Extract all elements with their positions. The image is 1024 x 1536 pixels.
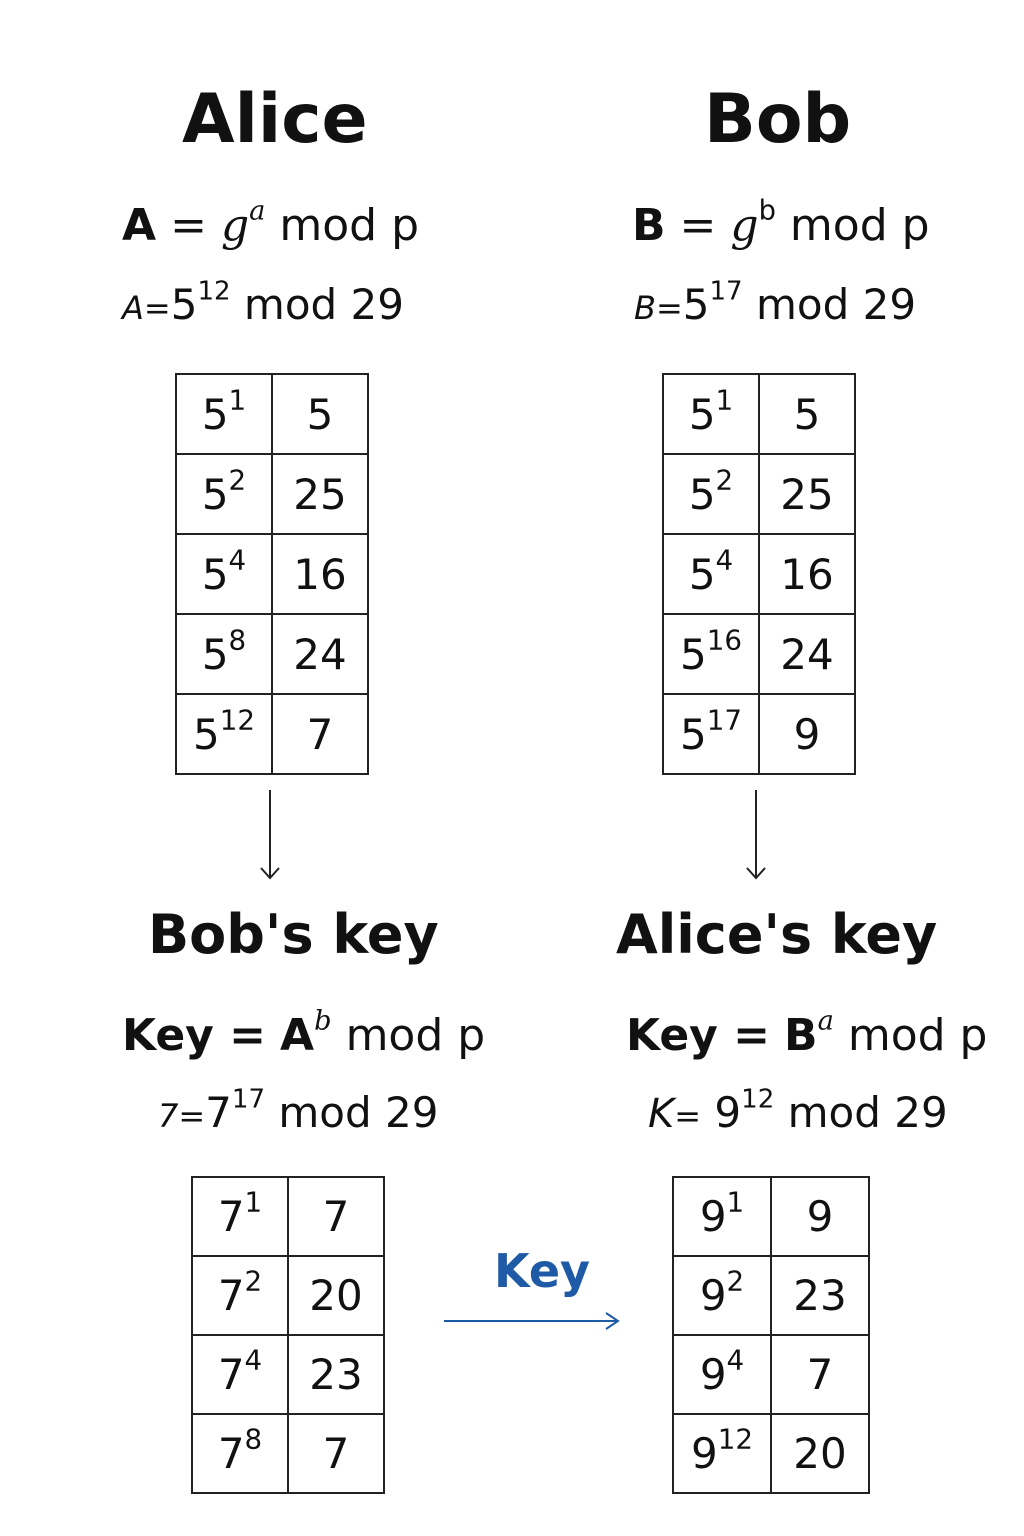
- key-transfer-label: Key: [494, 1244, 591, 1298]
- power-row: [176, 374, 368, 454]
- power-cell: [673, 1256, 771, 1335]
- bob-calc-base: 5: [682, 280, 710, 329]
- power-base: 9: [699, 1271, 727, 1320]
- alice-calc: [122, 276, 404, 329]
- alice-calc-rest: mod 29: [243, 280, 404, 329]
- bob-calc: [634, 276, 917, 329]
- power-value: 9: [759, 694, 855, 774]
- bobs-key-title: Bob's key: [148, 903, 439, 966]
- power-exponent: 4: [228, 543, 247, 577]
- power-base: 5: [201, 549, 229, 599]
- power-exponent: 2: [715, 463, 734, 497]
- power-cell: [176, 374, 272, 454]
- alice-formula: [122, 195, 420, 251]
- alices-key-calc-lhs: K: [648, 1091, 675, 1137]
- power-exponent: 4: [726, 1343, 745, 1377]
- power-exponent: 2: [726, 1264, 745, 1298]
- bob-formula-rest: mod p: [789, 200, 930, 251]
- power-base: 5: [201, 629, 229, 679]
- power-value: 25: [272, 454, 368, 534]
- power-row: [176, 614, 368, 694]
- power-base: 7: [217, 1271, 245, 1320]
- bob-formula: [632, 195, 930, 251]
- power-base: 5: [688, 549, 716, 599]
- power-row: [192, 1256, 384, 1335]
- power-base: 5: [679, 709, 707, 759]
- bob-down-arrow: [744, 790, 768, 882]
- power-value: 20: [288, 1256, 384, 1335]
- alice-formula-eq: =: [170, 200, 207, 251]
- power-value: 7: [771, 1335, 869, 1414]
- bob-power-table: [662, 373, 856, 775]
- power-value: 25: [759, 454, 855, 534]
- power-value: 5: [272, 374, 368, 454]
- power-cell: [176, 454, 272, 534]
- alices-key-formula: [626, 1005, 988, 1061]
- alices-key-calc: [648, 1084, 948, 1137]
- power-exponent: 8: [228, 623, 247, 657]
- bob-calc-eq: =: [655, 289, 683, 327]
- power-base: 5: [201, 469, 229, 519]
- power-cell: [663, 374, 759, 454]
- power-row: [663, 614, 855, 694]
- power-cell: [176, 614, 272, 694]
- power-cell: [192, 1177, 288, 1256]
- bob-calc-lhs: B: [634, 289, 656, 327]
- bobs-key-formula-base: A: [280, 1010, 315, 1061]
- power-base: 5: [192, 709, 220, 759]
- power-base: 9: [699, 1350, 727, 1399]
- power-base: 5: [688, 389, 716, 439]
- bob-formula-exp: b: [758, 195, 776, 227]
- power-exponent: 1: [726, 1185, 745, 1219]
- power-row: [673, 1256, 869, 1335]
- power-cell: [663, 694, 759, 774]
- alices-key-formula-base: B: [784, 1010, 818, 1061]
- alice-formula-exp: a: [249, 195, 266, 227]
- alices-key-calc-base: 9: [714, 1088, 742, 1137]
- key-transfer-arrow: [444, 1310, 624, 1334]
- bob-formula-eq: =: [679, 200, 717, 251]
- power-exponent: 2: [228, 463, 247, 497]
- power-cell: [663, 534, 759, 614]
- power-exponent: 12: [717, 1422, 753, 1456]
- power-row: [176, 534, 368, 614]
- alices-key-title: Alice's key: [616, 903, 938, 966]
- bobs-key-power-table: [191, 1176, 385, 1494]
- bobs-key-formula-lhs: Key =: [122, 1010, 267, 1061]
- power-base: 9: [690, 1429, 718, 1478]
- power-exponent: 4: [715, 543, 734, 577]
- bobs-key-calc-lhs: 7: [158, 1097, 179, 1135]
- power-value: 23: [288, 1335, 384, 1414]
- power-exponent: 4: [244, 1343, 263, 1377]
- power-row: [192, 1414, 384, 1493]
- alices-key-formula-lhs: Key =: [626, 1010, 771, 1061]
- alice-calc-lhs: A: [122, 289, 144, 327]
- alice-calc-base: 5: [170, 280, 198, 329]
- alice-title: Alice: [182, 80, 368, 159]
- alices-key-formula-exp: a: [817, 1005, 834, 1037]
- alices-key-calc-rest: mod 29: [787, 1088, 948, 1137]
- power-value: 24: [272, 614, 368, 694]
- bob-formula-base: g: [730, 200, 759, 251]
- alice-formula-lhs: A: [122, 200, 157, 251]
- bob-calc-exp: 17: [709, 276, 743, 307]
- power-row: [663, 694, 855, 774]
- power-value: 7: [288, 1414, 384, 1493]
- bob-formula-lhs: B: [632, 200, 666, 251]
- power-cell: [192, 1335, 288, 1414]
- bobs-key-calc: [158, 1084, 439, 1137]
- power-cell: [673, 1177, 771, 1256]
- power-row: [673, 1335, 869, 1414]
- alice-calc-exp: 12: [197, 276, 231, 307]
- power-base: 5: [201, 389, 229, 439]
- bobs-key-formula: [122, 1005, 486, 1061]
- power-cell: [673, 1414, 771, 1493]
- power-exponent: 2: [244, 1264, 263, 1298]
- alice-formula-base: g: [220, 200, 250, 251]
- power-cell: [176, 694, 272, 774]
- power-row: [176, 454, 368, 534]
- power-base: 5: [688, 469, 716, 519]
- power-row: [192, 1335, 384, 1414]
- power-exponent: 12: [219, 703, 255, 737]
- power-value: 16: [759, 534, 855, 614]
- alices-key-calc-eq: =: [674, 1097, 702, 1135]
- bobs-key-calc-rest: mod 29: [278, 1088, 439, 1137]
- power-base: 7: [217, 1192, 245, 1241]
- power-value: 9: [771, 1177, 869, 1256]
- bobs-key-calc-exp: 17: [231, 1084, 266, 1115]
- power-base: 5: [679, 629, 707, 679]
- power-base: 7: [217, 1350, 245, 1399]
- bobs-key-formula-rest: mod p: [345, 1010, 486, 1061]
- power-value: 7: [272, 694, 368, 774]
- bobs-key-calc-eq: =: [178, 1097, 206, 1135]
- power-cell: [192, 1414, 288, 1493]
- power-exponent: 17: [706, 703, 742, 737]
- power-exponent: 8: [244, 1422, 263, 1456]
- bob-calc-rest: mod 29: [755, 280, 917, 329]
- bobs-key-calc-base: 7: [205, 1088, 232, 1137]
- power-exponent: 16: [706, 623, 742, 657]
- power-cell: [663, 454, 759, 534]
- power-base: 7: [217, 1429, 245, 1478]
- power-exponent: 1: [715, 383, 734, 417]
- bobs-key-formula-exp: b: [314, 1005, 332, 1037]
- power-value: 5: [759, 374, 855, 454]
- power-row: [673, 1414, 869, 1493]
- power-base: 9: [699, 1192, 727, 1241]
- power-value: 23: [771, 1256, 869, 1335]
- power-cell: [176, 534, 272, 614]
- bob-title: Bob: [704, 80, 852, 159]
- power-value: 20: [771, 1414, 869, 1493]
- power-cell: [663, 614, 759, 694]
- alice-formula-rest: mod p: [279, 200, 420, 251]
- power-exponent: 1: [228, 383, 247, 417]
- alices-key-power-table: [672, 1176, 870, 1494]
- power-row: [673, 1177, 869, 1256]
- power-cell: [192, 1256, 288, 1335]
- alice-calc-eq: =: [143, 289, 171, 327]
- alices-key-formula-rest: mod p: [847, 1010, 988, 1061]
- power-row: [176, 694, 368, 774]
- power-row: [663, 534, 855, 614]
- power-exponent: 1: [244, 1185, 263, 1219]
- power-value: 16: [272, 534, 368, 614]
- power-value: 7: [288, 1177, 384, 1256]
- power-cell: [673, 1335, 771, 1414]
- alice-power-table: [175, 373, 369, 775]
- power-row: [192, 1177, 384, 1256]
- alices-key-calc-exp: 12: [741, 1084, 775, 1115]
- power-row: [663, 454, 855, 534]
- power-value: 24: [759, 614, 855, 694]
- power-row: [663, 374, 855, 454]
- alice-down-arrow: [258, 790, 282, 882]
